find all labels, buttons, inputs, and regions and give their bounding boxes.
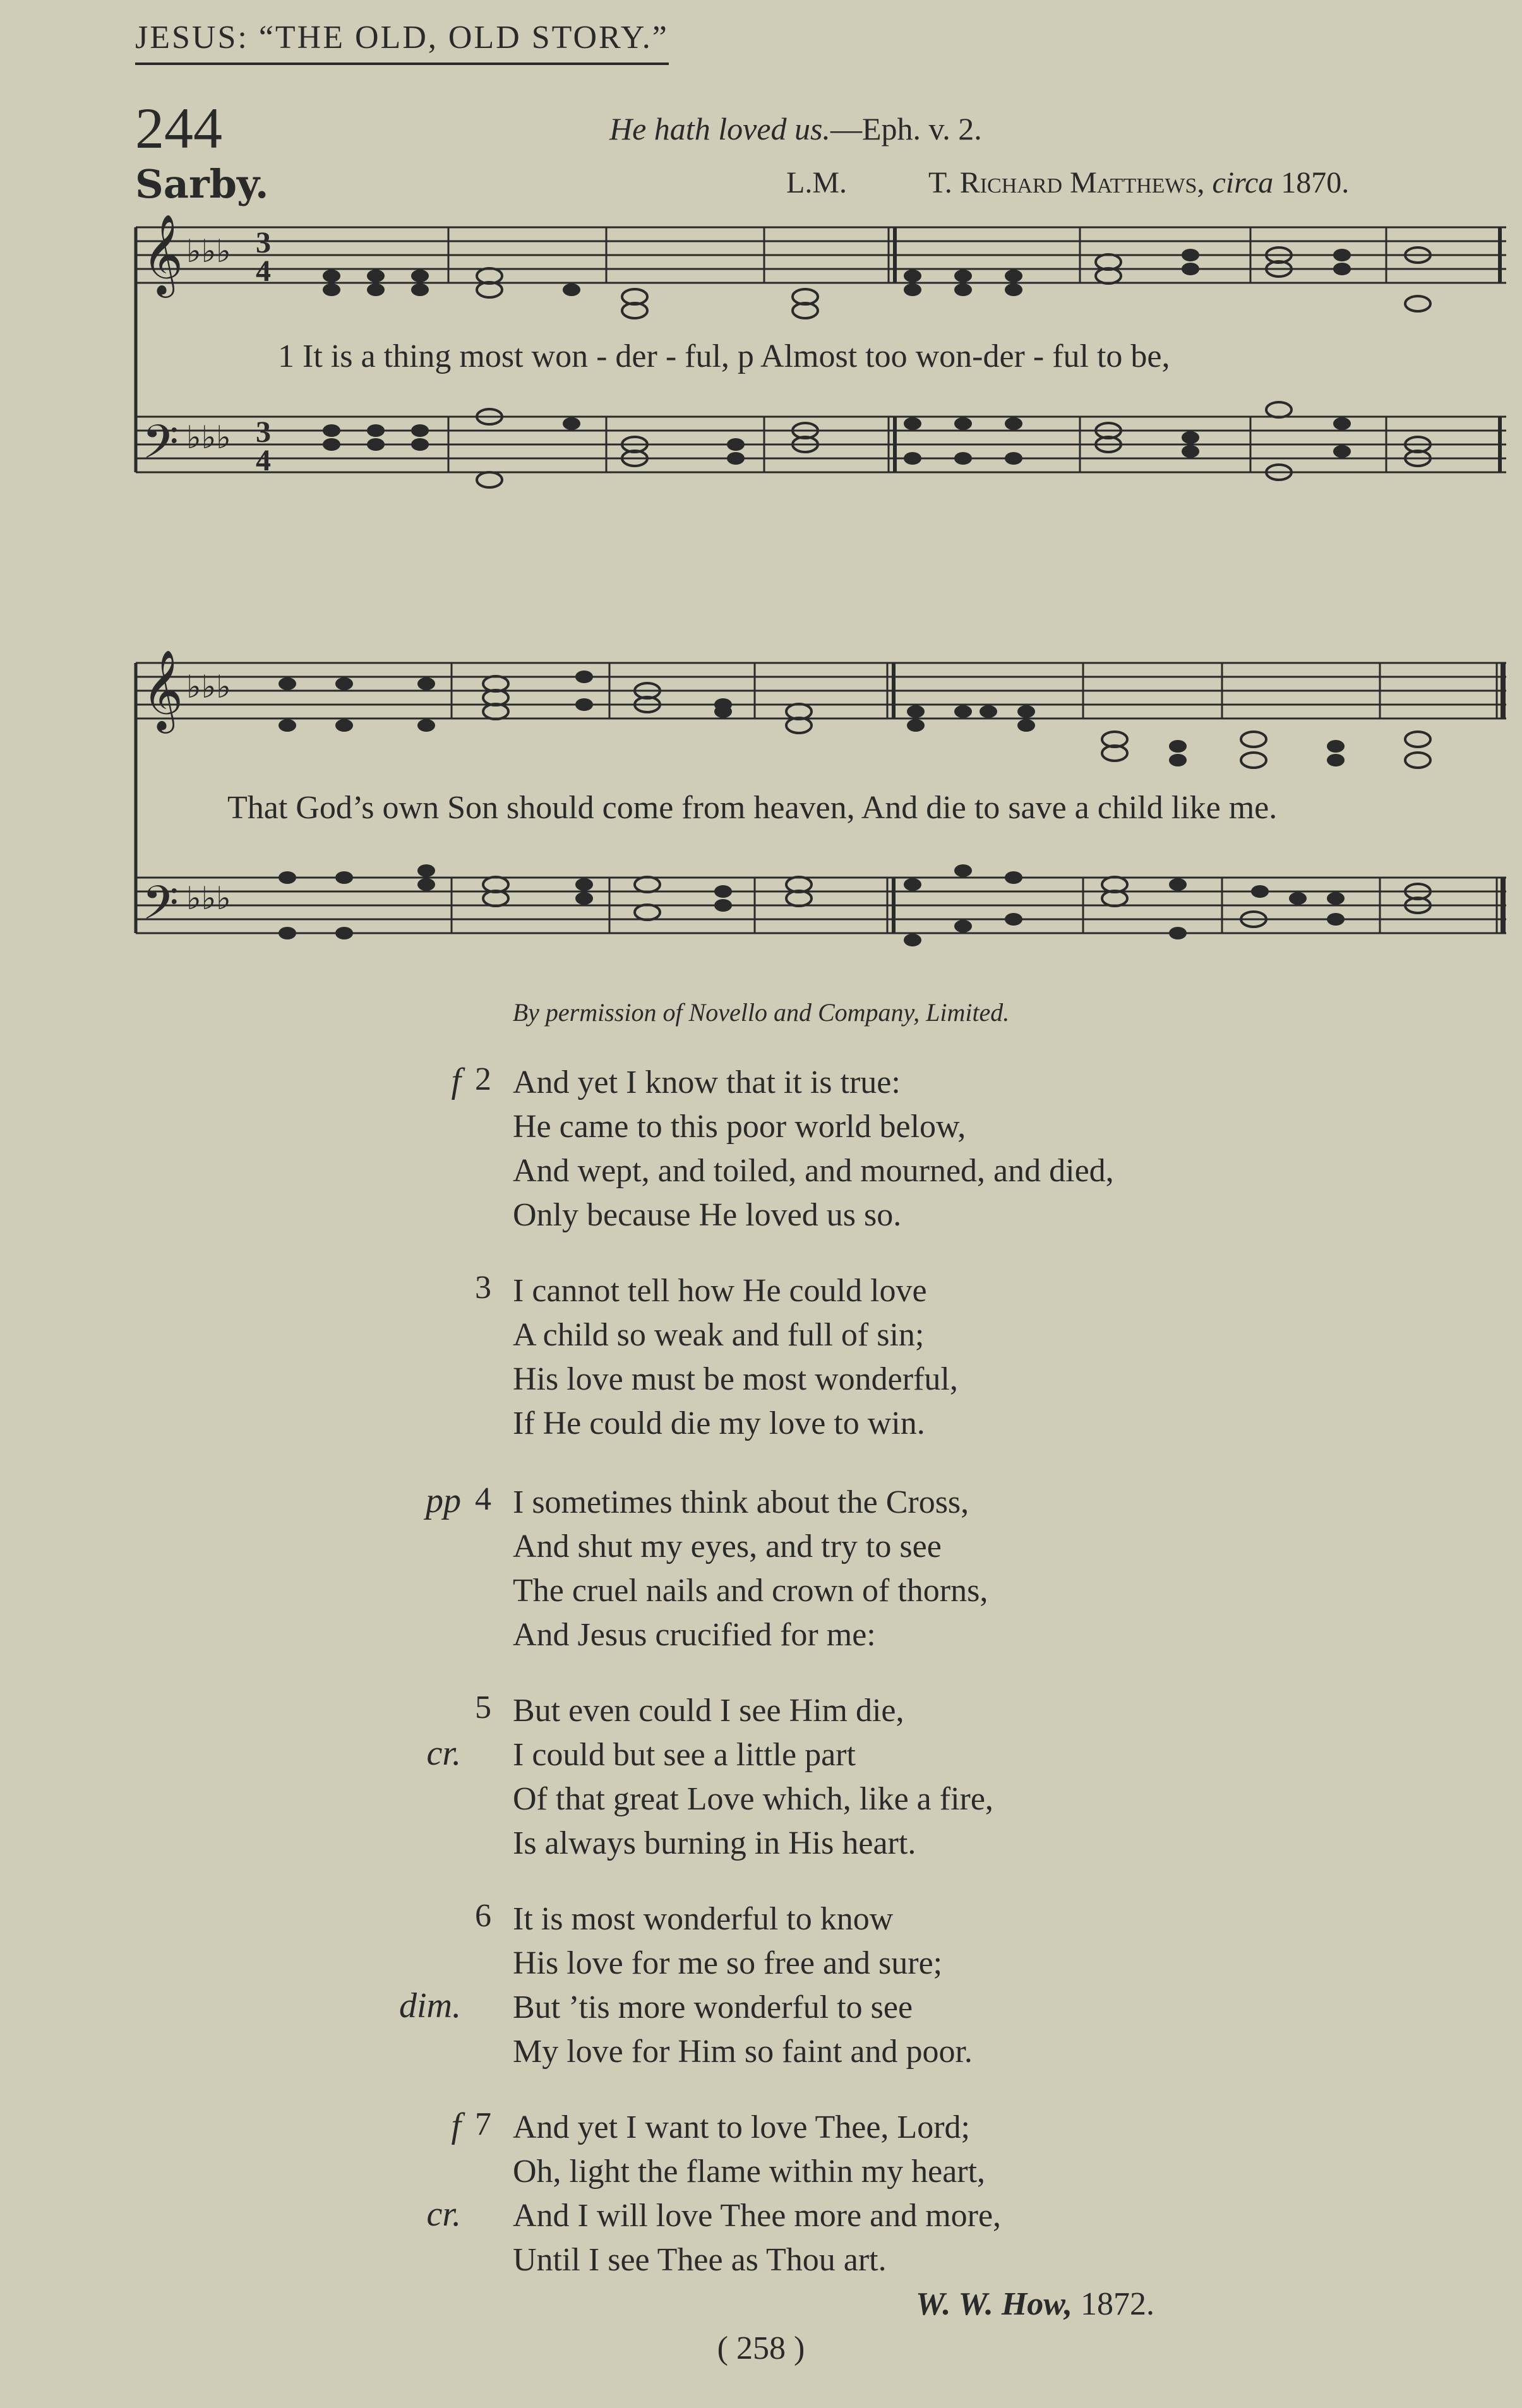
music-system-1 <box>129 215 1509 568</box>
verse-line: The cruel nails and crown of thorns, <box>513 1573 988 1609</box>
verse-number: 5 <box>475 1690 491 1726</box>
verse-line: I sometimes think about the Cross, <box>513 1484 969 1520</box>
verse-line: And I will love Thee more and more, <box>513 2198 1002 2234</box>
svg-text:𝄞: 𝄞 <box>142 652 184 729</box>
verse-lines <box>513 1897 973 2074</box>
verse-dynamic: pp <box>426 1481 461 1520</box>
hymn-number: 244 <box>135 96 222 160</box>
verse-line: He came to this poor world below, <box>513 1109 966 1145</box>
svg-text:♭♭♭: ♭♭♭ <box>186 669 231 705</box>
verse-line: I could but see a little part <box>513 1737 856 1773</box>
verse-line: His love must be most wonderful, <box>513 1361 958 1397</box>
music-system-2 <box>129 650 1509 1004</box>
svg-text:𝄞: 𝄞 <box>142 215 184 294</box>
verse-line: And yet I want to love Thee, Lord; <box>513 2109 970 2145</box>
page-number: ( 258 ) <box>717 2330 805 2366</box>
tune-name: Sarby. <box>135 161 269 207</box>
music-staves-2 <box>129 650 1509 1004</box>
verse-line: Is always burning in His heart. <box>513 1825 916 1861</box>
verse-line: And wept, and toiled, and mourned, and died, <box>513 1153 1114 1189</box>
meter: L.M. <box>786 166 847 200</box>
author-name: W. W. How, <box>916 2286 1073 2322</box>
verse-line: Only because He loved us so. <box>513 1197 902 1233</box>
verse-line: If He could die my love to win. <box>513 1405 925 1441</box>
verse-line: I cannot tell how He could love <box>513 1273 927 1309</box>
music-staves-1 <box>129 215 1509 568</box>
system-1-lyric: 1 It is a thing most won - der - ful, p Almost too won-der - ful to be, <box>278 338 1170 374</box>
author-attribution <box>916 2286 1154 2323</box>
composer-year: 1870. <box>1281 166 1350 200</box>
system-2-lyric: That God’s own Son should come from heaven, And die to save a child like me. <box>227 790 1278 826</box>
verse-line: But even could I see Him die, <box>513 1693 904 1729</box>
verse-number: 4 <box>475 1481 491 1517</box>
svg-text:𝄢: 𝄢 <box>142 878 179 941</box>
verse-line: His love for me so free and sure; <box>513 1945 943 1981</box>
verse-lines <box>513 1481 988 1657</box>
svg-text:𝄢: 𝄢 <box>142 417 179 480</box>
verse-number: 6 <box>475 1898 491 1934</box>
svg-text:♭♭♭: ♭♭♭ <box>186 234 231 269</box>
verse-line: And shut my eyes, and try to see <box>513 1529 942 1565</box>
composer-circa: circa <box>1212 166 1274 200</box>
running-header: JESUS: “THE OLD, OLD STORY.” <box>135 19 669 65</box>
verse-dynamic: f <box>451 2106 461 2145</box>
verse-number: 3 <box>475 1270 491 1306</box>
verse-line: Until I see Thee as Thou art. <box>513 2242 887 2278</box>
author-year: 1872. <box>1081 2286 1155 2322</box>
svg-text:3: 3 <box>256 226 271 259</box>
composer <box>928 165 1349 200</box>
scripture-text: He hath loved us. <box>609 111 830 146</box>
svg-text:4: 4 <box>256 254 271 288</box>
verse-lines <box>513 1061 1114 1237</box>
verse-line: It is most wonderful to know <box>513 1901 894 1937</box>
line-dynamic: cr. <box>426 2195 461 2234</box>
verse-line: My love for Him so faint and poor. <box>513 2034 973 2070</box>
verse-line: A child so weak and full of sin; <box>513 1317 925 1353</box>
permission-note: By permission of Novello and Company, Limited. <box>512 998 1010 1027</box>
scripture-reference <box>609 110 982 147</box>
verse-line: Oh, light the flame within my heart, <box>513 2154 986 2190</box>
svg-text:♭♭♭: ♭♭♭ <box>186 881 231 916</box>
verse-number: 2 <box>475 1061 491 1097</box>
line-dynamic: dim. <box>399 1986 461 2025</box>
verse-line: Of that great Love which, like a fire, <box>513 1781 993 1817</box>
verse-lines <box>513 2106 1001 2282</box>
line-dynamic: cr. <box>426 1734 461 1773</box>
verse-line: And yet I know that it is true: <box>513 1064 901 1100</box>
verse-dynamic: f <box>451 1061 461 1100</box>
verse-lines <box>513 1269 958 1446</box>
verse-number: 7 <box>475 2106 491 2142</box>
verse-line: But ’tis more wonderful to see <box>513 1989 913 2025</box>
svg-text:♭♭♭: ♭♭♭ <box>186 420 231 455</box>
scripture-ref: —Eph. v. 2. <box>830 111 982 146</box>
svg-text:3: 3 <box>256 415 271 449</box>
composer-name: T. Richard Matthews, <box>928 166 1205 200</box>
svg-text:4: 4 <box>256 444 271 477</box>
verse-lines <box>513 1689 993 1866</box>
verse-line: And Jesus crucified for me: <box>513 1617 876 1653</box>
